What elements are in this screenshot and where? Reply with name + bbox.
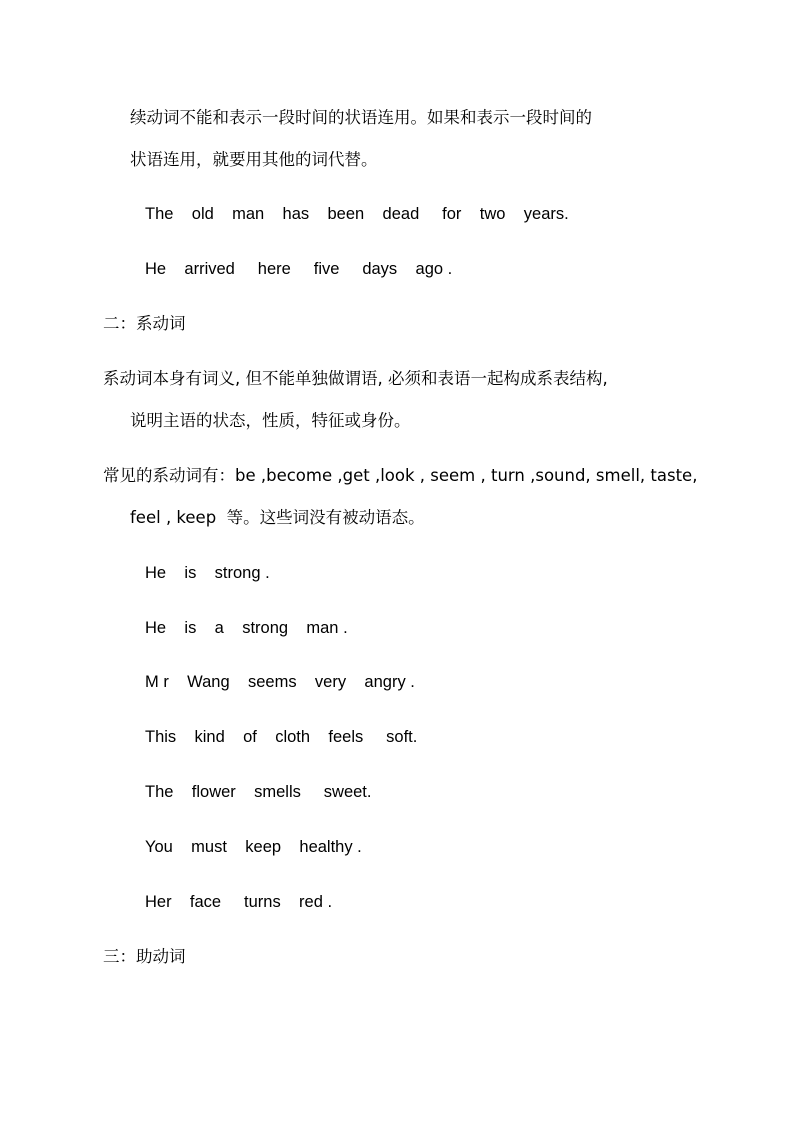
paragraph-line: 说明主语的状态，性质，特征或身份。	[130, 411, 411, 430]
paragraph-line: 续动词不能和表示一段时间的状语连用。如果和表示一段时间的	[130, 108, 592, 127]
example-sentence: Her face turns red .	[145, 893, 333, 911]
example-sentence: M r Wang seems very angry .	[145, 673, 415, 691]
example-sentence: The old man has been dead for two years.	[145, 205, 569, 223]
paragraph-line: 常见的系动词有：be ,become ,get ,look , seem , turn ,sound, smell, taste,	[103, 466, 698, 485]
paragraph-line: 系动词本身有词义, 但不能单独做谓语, 必须和表语一起构成系表结构,	[103, 369, 608, 388]
paragraph-line: 状语连用，就要用其他的词代替。	[130, 150, 378, 169]
section-heading: 三：助动词	[103, 947, 186, 966]
example-sentence: The flower smells sweet.	[145, 783, 372, 801]
paragraph-line: feel , keep 等。这些词没有被动语态。	[130, 508, 425, 527]
example-sentence: This kind of cloth feels soft.	[145, 728, 418, 746]
example-sentence: He arrived here five days ago .	[145, 260, 453, 278]
section-heading: 二：系动词	[103, 314, 186, 333]
example-sentence: He is strong .	[145, 564, 270, 582]
example-sentence: You must keep healthy .	[145, 838, 362, 856]
example-sentence: He is a strong man .	[145, 619, 348, 637]
